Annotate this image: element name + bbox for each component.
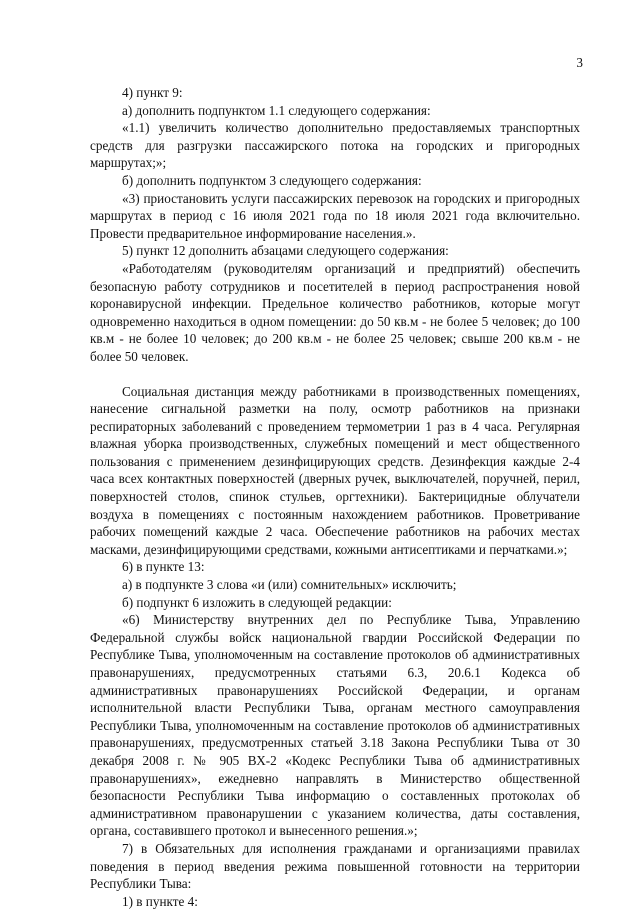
paragraph-item-7-1: 1) в пункте 4: — [122, 893, 198, 909]
paragraph-item-5: 5) пункт 12 дополнить абзацами следующего содержания: — [122, 243, 449, 259]
paragraph-employers: «Работодателям (руководителям организаций и предприятий) обеспечить безопасную работу сотрудников и посетителей в период распространения новой коронавирусной инфекции. Предельное количество работников, которые могут одновременно находиться в одном помещении: до 50 кв.м - не более 5 человек; до 100 кв.м - не более 10 человек; до 200 кв.м - не более 25 человек; свыше 200 кв.м - не более 50 человек. — [90, 260, 580, 364]
paragraph-quote-3: «3) приостановить услуги пассажирских перевозок на городских и пригородных маршрутах в период с 16 июля 2021 года по 18 июля 2021 года включительно. Провести предварительное информирование населения.». — [90, 190, 580, 241]
paragraph-subitem-b: б) дополнить подпунктом 3 следующего содержания: — [122, 172, 422, 188]
document-body — [90, 84, 580, 910]
paragraph-subitem-6a: а) в подпункте 3 слова «и (или) сомнительных» исключить; — [122, 577, 457, 593]
paragraph-quote-1-1: «1.1) увеличить количество дополнительно предоставляемых транспортных средств для разгрузки пассажирского потока на городских и пригородных маршрутах;»; — [90, 120, 580, 171]
paragraph-item-4: 4) пункт 9: — [122, 85, 183, 100]
paragraph-subitem-a: а) дополнить подпунктом 1.1 следующего содержания: — [122, 102, 431, 118]
paragraph-item-6: 6) в пункте 13: — [122, 559, 205, 575]
page-number: 3 — [576, 55, 583, 70]
paragraph-item-7: 7) в Обязательных для исполнения гражданами и организациями правилах поведения в период введения режима повышенной готовности на территории Республики Тыва: — [90, 840, 580, 892]
paragraph-quote-6: «6) Министерству внутренних дел по Республике Тыва, Управлению Федеральной службы войск национальной гвардии Российской Федерации по Республике Тыва, уполномоченным на составление протоколов об административных правонарушениях, предусмотренных статьями 6.3, 20.6.1 Кодекса об административных правонарушениях Российской Федерации, и органам исполнительной власти Республики Тыва, органам местного самоуправления Республики Тыва, уполномоченным на составление протоколов об административных правонарушениях, предусмотренных статьей 3.18 Закона Республики Тыва от 30 декабря 2008 г. № 905 ВХ-2 «Кодекс Республики Тыва об административных правонарушениях», ежедневно направлять в Министерство общественной безопасности Республики Тыва информацию о составленных протоколах об административном правонарушении с указанием количества, даты составления, органа, составившего протокол и вынесенного решения.»; — [90, 612, 580, 839]
paragraph-subitem-6b: б) подпункт 6 изложить в следующей редакции: — [122, 594, 392, 610]
paragraph-social-distance: Социальная дистанция между работниками в производственных помещениях, нанесение сигнальной разметки на полу, осмотр работников на признаки респираторных заболеваний с проведением термометрии 1 раз в 4 часа. Регулярная влажная уборка производственных, служебных помещений и мест общественного пользования с применением дезинфицирующих средств. Дезинфекция каждые 2-4 часа всех контактных поверхностей (дверных ручек, выключателей, поручней, перил, поверхностей столов, спинок стульев, оргтехники). Бактерицидные облучатели воздуха в помещениях с постоянным нахождением работников. Проветривание рабочих помещений каждые 2 часа. Обеспечение работников на рабочих местах масками, дезинфицирующими средствами, кожными антисептиками и перчатками.»; — [90, 383, 580, 557]
